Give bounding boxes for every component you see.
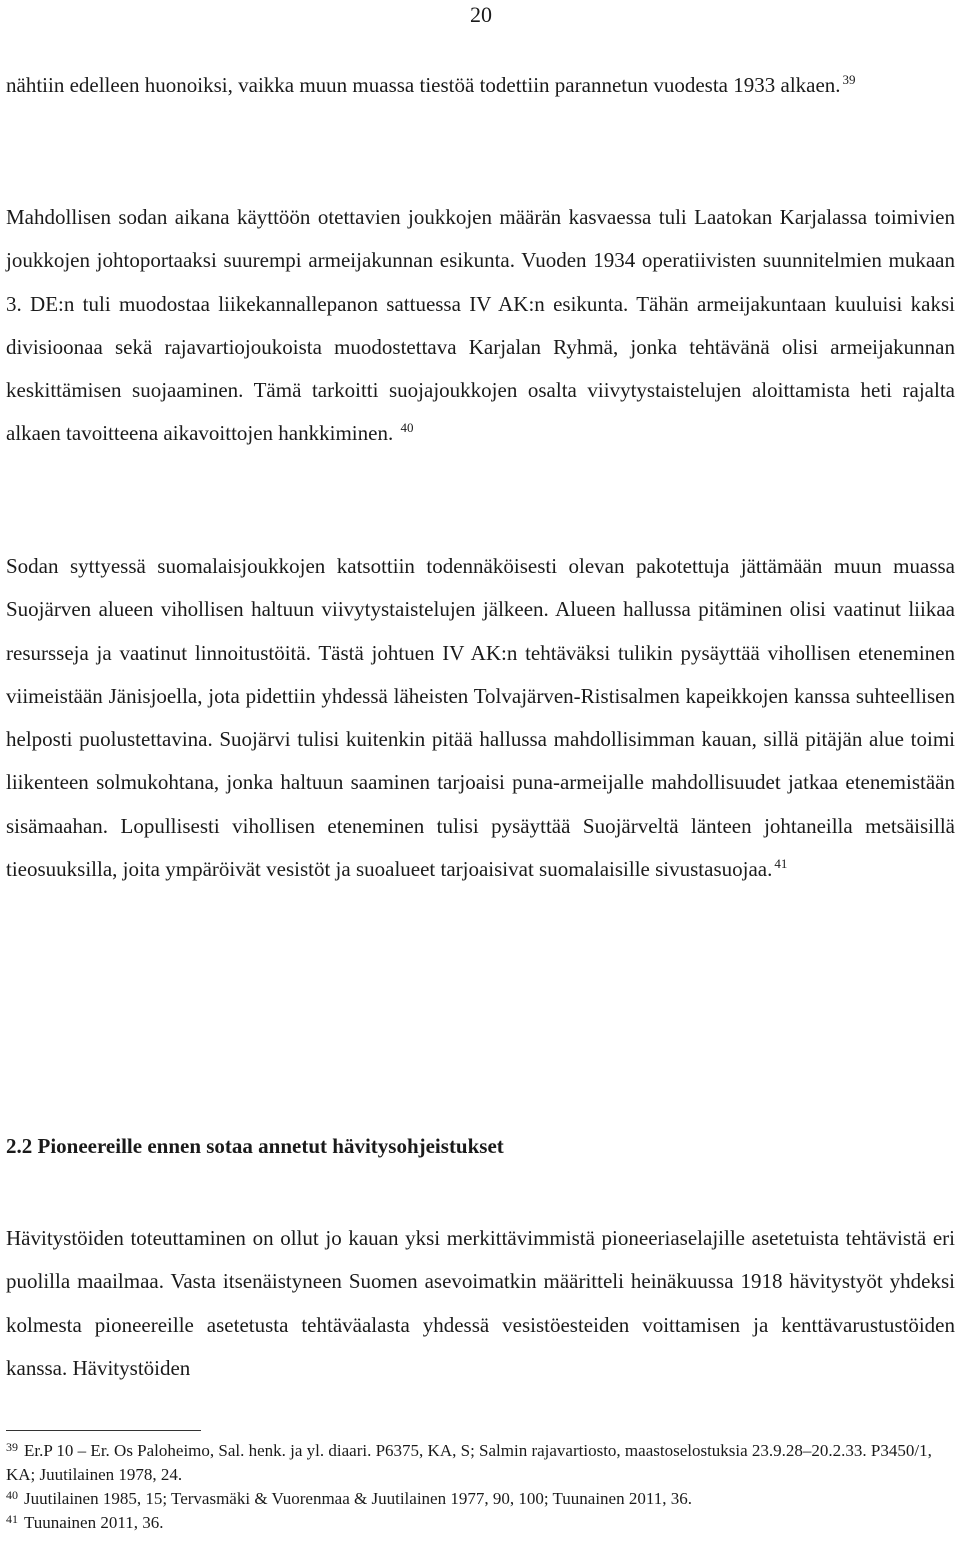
paragraph-1-text: nähtiin edelleen huonoiksi, vaikka muun muassa tiestöä todettiin parannetun vuodesta 1933 alkaen. (6, 73, 841, 97)
footnote-divider (6, 1430, 201, 1431)
footnote-ref-41[interactable]: 41 (774, 856, 788, 872)
footnote-ref-39[interactable]: 39 (842, 72, 856, 87)
paragraph-1 (6, 64, 955, 107)
footnote-number: 41 (6, 1512, 18, 1526)
paragraph-3 (6, 545, 955, 891)
footnote-text: Er.P 10 – Er. Os Paloheimo, Sal. henk. ja yl. diaari. P6375, KA, S; Salmin rajavartiosto, maastoselostuksia 23.9.28–20.2.33. P3450/1, KA; Juutilainen 1978, 24. (6, 1441, 932, 1484)
page-number: 20 (470, 2, 492, 27)
footnote-number: 40 (6, 1488, 18, 1502)
paragraph-4 (6, 1217, 955, 1390)
paragraph-2 (6, 196, 955, 456)
footnote-40 (6, 1487, 955, 1511)
footnote-41 (6, 1511, 955, 1535)
footnotes (6, 1439, 955, 1535)
paragraph-3-text: Sodan syttyessä suomalaisjoukkojen katsottiin todennäköisesti olevan pakotettuja jättämään muun muassa Suojärven alueen vihollisen haltuun viivytystaistelujen jälkeen. Alueen hallussa pitäminen olisi vaatinut liikaa resursseja ja vaatinut linnoitustöitä. Tästä johtuen IV AK:n tehtäväksi tulikin pysäyttää vihollisen eteneminen viimeistään Jänisjoella, jota pidettiin yhdessä läheisten Tolvajärven-Ristisalmen kapeikkojen kanssa suhteellisen helposti puolustettavina. Suojärvi tulisi kuitenkin pitää hallussa mahdollisimman kauan, sillä pitäjän alue toimi liikenteen solmukohtana, jonka haltuun saaminen tarjoaisi puna-armeijalle mahdollisuudet jatkaa etenemistään sisämaahan. Lopullisesti vihollisen eteneminen tulisi pysäyttää Suojärveltä länteen johtaneilla metsäisillä tieosuuksilla, joita ympäröivät vesistöt ja suoalueet tarjoaisivat suomalaisille sivustasuojaa. (6, 554, 955, 882)
footnote-number: 39 (6, 1440, 18, 1454)
footnote-ref-40[interactable]: 40 (400, 420, 414, 436)
footnote-text: Tuunainen 2011, 36. (24, 1513, 164, 1532)
section-heading: 2.2 Pioneereille ennen sotaa annetut hävitysohjeistukset (6, 1134, 504, 1158)
footnote-39 (6, 1439, 955, 1487)
paragraph-4-text: Hävitystöiden toteuttaminen on ollut jo kauan yksi merkittävimmistä pioneeriaselajille asetetuista tehtävistä eri puolilla maailmaa. Vasta itsenäistyneen Suomen asevoimatkin määritteli heinäkuussa 1918 hävitystyöt yhdeksi kolmesta pioneereille asetetusta tehtäväalasta yhdessä vesistöesteiden voittamisen ja kenttävarustustöiden kanssa. Hävitystöiden (6, 1226, 955, 1380)
paragraph-2-text: Mahdollisen sodan aikana käyttöön otettavien joukkojen määrän kasvaessa tuli Laatokan Karjalassa toimivien joukkojen johtoportaaksi suurempi armeijakunnan esikunta. Vuoden 1934 operatiivisten suunnitelmien mukaan 3. DE:n tuli muodostaa liikekannallepanon sattuessa IV AK:n esikunta. Tähän armeijakuntaan kuuluisi kaksi divisioonaa sekä rajavartiojoukoista muodostettava Karjalan Ryhmä, jonka tehtävänä olisi armeijakunnan keskittämisen suojaaminen. Tämä tarkoitti suojajoukkojen osalta viivytystaistelujen aloittamista heti rajalta alkaen tavoitteena aikavoittojen hankkiminen. (6, 205, 955, 446)
footnote-text: Juutilainen 1985, 15; Tervasmäki & Vuorenmaa & Juutilainen 1977, 90, 100; Tuunainen 2011, 36. (24, 1489, 692, 1508)
